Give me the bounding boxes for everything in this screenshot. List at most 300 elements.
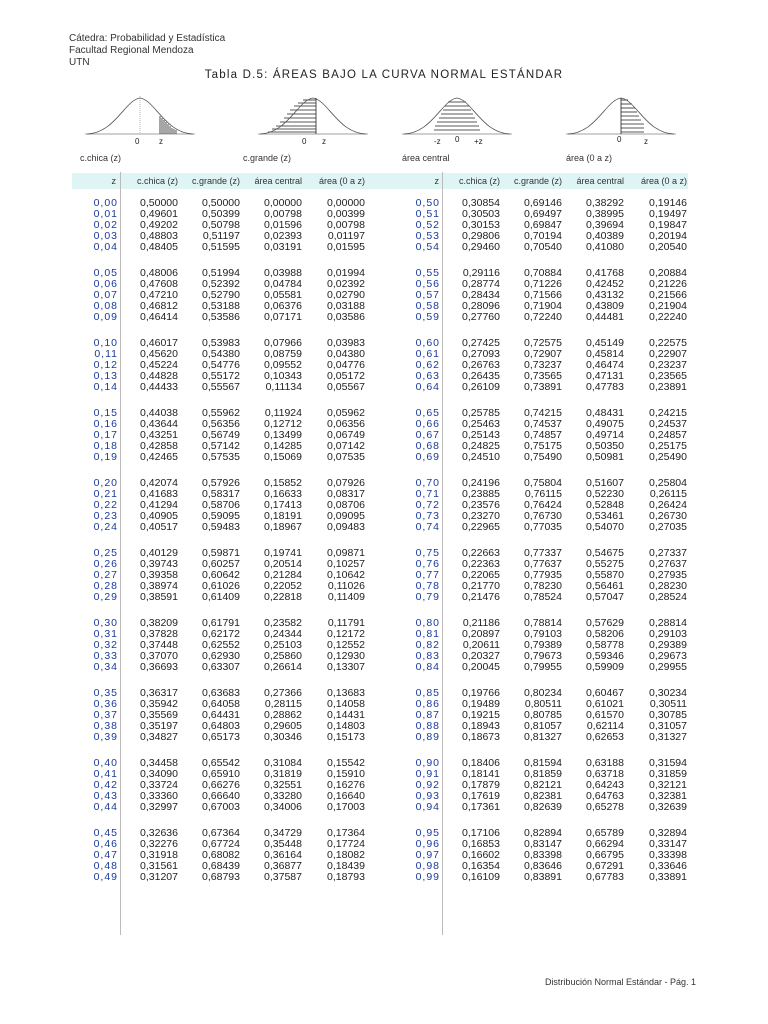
table-cell: 0,81057 — [524, 720, 562, 732]
table-cell: 0,33398 — [649, 849, 687, 861]
table-cell: 0,31819 — [264, 768, 302, 780]
col-header-central-right: área central — [576, 176, 624, 186]
table-cell: 0,67291 — [586, 860, 624, 872]
table-cell: 0,20045 — [462, 661, 500, 673]
table-cell: 0,65542 — [202, 757, 240, 769]
table-cell: 0,16853 — [462, 838, 500, 850]
table-cell: 0,65278 — [586, 801, 624, 813]
table-cell: 0,12172 — [327, 628, 365, 640]
table-cell: 0,34006 — [264, 801, 302, 813]
table-cell: 0,22052 — [264, 580, 302, 592]
table-cell: 0,26730 — [649, 510, 687, 522]
z-value: 0,33 — [93, 650, 118, 662]
table-cell: 0,21226 — [649, 278, 687, 290]
table-cell: 0,47210 — [140, 289, 178, 301]
z-value: 0,83 — [415, 650, 440, 662]
z-value: 0,90 — [415, 757, 440, 769]
table-cell: 0,42074 — [140, 477, 178, 489]
table-cell: 0,78524 — [524, 591, 562, 603]
table-cell: 0,18439 — [327, 860, 365, 872]
table-cell: 0,09871 — [327, 547, 365, 559]
table-cell: 0,39694 — [586, 219, 624, 231]
table-cell: 0,69146 — [524, 197, 562, 209]
table-cell: 0,04380 — [327, 348, 365, 360]
table-cell: 0,60467 — [586, 687, 624, 699]
table-cell: 0,53586 — [202, 311, 240, 323]
table-cell: 0,28115 — [264, 698, 302, 710]
table-cell: 0,77035 — [524, 521, 562, 533]
table-cell: 0,31057 — [649, 720, 687, 732]
table-cell: 0,82121 — [524, 779, 562, 791]
table-cell: 0,83891 — [524, 871, 562, 883]
curve3-label: área central — [402, 153, 450, 163]
z-value: 0,58 — [415, 300, 440, 312]
table-cell: 0,24344 — [264, 628, 302, 640]
z-value: 0,06 — [93, 278, 118, 290]
z-value: 0,93 — [415, 790, 440, 802]
table-cell: 0,29460 — [462, 241, 500, 253]
table-cell: 0,56749 — [202, 429, 240, 441]
z-value: 0,04 — [93, 241, 118, 253]
table-cell: 0,59346 — [586, 650, 624, 662]
table-cell: 0,52848 — [586, 499, 624, 511]
z-value: 0,99 — [415, 871, 440, 883]
table-cell: 0,73237 — [524, 359, 562, 371]
col-header-area0z-right: área (0 a z) — [640, 176, 687, 186]
table-cell: 0,55275 — [586, 558, 624, 570]
z-value: 0,27 — [93, 569, 118, 581]
table-cell: 0,04776 — [327, 359, 365, 371]
table-cell: 0,22907 — [649, 348, 687, 360]
table-cell: 0,32121 — [649, 779, 687, 791]
table-cell: 0,82639 — [524, 801, 562, 813]
table-cell: 0,54380 — [202, 348, 240, 360]
table-cell: 0,42452 — [586, 278, 624, 290]
table-cell: 0,71566 — [524, 289, 562, 301]
table-cell: 0,30234 — [649, 687, 687, 699]
table-cell: 0,15910 — [327, 768, 365, 780]
curve2-mark-z: z — [322, 137, 326, 146]
z-value: 0,38 — [93, 720, 118, 732]
table-cell: 0,52392 — [202, 278, 240, 290]
curve3-mark-minus-z: -z — [434, 137, 441, 146]
table-cell: 0,09483 — [327, 521, 365, 533]
table-cell: 0,05962 — [327, 407, 365, 419]
curve4-label: área (0 a z) — [566, 153, 613, 163]
table-cell: 0,31084 — [264, 757, 302, 769]
table-cell: 0,09095 — [327, 510, 365, 522]
table-cell: 0,23885 — [462, 488, 500, 500]
table-cell: 0,22965 — [462, 521, 500, 533]
z-value: 0,77 — [415, 569, 440, 581]
table-cell: 0,26614 — [264, 661, 302, 673]
table-cell: 0,25860 — [264, 650, 302, 662]
table-cell: 0,72575 — [524, 337, 562, 349]
z-value: 0,34 — [93, 661, 118, 673]
table-cell: 0,25804 — [649, 477, 687, 489]
table-cell: 0,10343 — [264, 370, 302, 382]
table-cell: 0,33360 — [140, 790, 178, 802]
table-cell: 0,17619 — [462, 790, 500, 802]
table-cell: 0,21186 — [462, 617, 500, 629]
z-value: 0,85 — [415, 687, 440, 699]
z-value: 0,25 — [93, 547, 118, 559]
table-cell: 0,19741 — [264, 547, 302, 559]
table-cell: 0,40517 — [140, 521, 178, 533]
table-cell: 0,82894 — [524, 827, 562, 839]
table-cell: 0,18406 — [462, 757, 500, 769]
table-cell: 0,18967 — [264, 521, 302, 533]
table-cell: 0,53461 — [586, 510, 624, 522]
table-cell: 0,30346 — [264, 731, 302, 743]
z-value: 0,20 — [93, 477, 118, 489]
z-value: 0,61 — [415, 348, 440, 360]
table-cell: 0,55870 — [586, 569, 624, 581]
table-cell: 0,10257 — [327, 558, 365, 570]
table-cell: 0,27337 — [649, 547, 687, 559]
table-cell: 0,47608 — [140, 278, 178, 290]
table-cell: 0,31561 — [140, 860, 178, 872]
table-cell: 0,00000 — [327, 197, 365, 209]
z-value: 0,65 — [415, 407, 440, 419]
table-cell: 0,74857 — [524, 429, 562, 441]
table-cell: 0,59871 — [202, 547, 240, 559]
table-cell: 0,18673 — [462, 731, 500, 743]
table-cell: 0,19489 — [462, 698, 500, 710]
col-header-cchica-right: c.chica (z) — [458, 176, 500, 186]
table-cell: 0,80785 — [524, 709, 562, 721]
table-cell: 0,26424 — [649, 499, 687, 511]
table-cell: 0,23576 — [462, 499, 500, 511]
z-value: 0,94 — [415, 801, 440, 813]
table-cell: 0,33724 — [140, 779, 178, 791]
table-cell: 0,06749 — [327, 429, 365, 441]
table-cell: 0,76424 — [524, 499, 562, 511]
z-value: 0,15 — [93, 407, 118, 419]
table-cell: 0,44433 — [140, 381, 178, 393]
table-cell: 0,78814 — [524, 617, 562, 629]
table-cell: 0,14285 — [264, 440, 302, 452]
table-cell: 0,03983 — [327, 337, 365, 349]
z-value: 0,50 — [415, 197, 440, 209]
table-cell: 0,25175 — [649, 440, 687, 452]
curve1-label: c.chica (z) — [80, 153, 122, 163]
table-cell: 0,64431 — [202, 709, 240, 721]
table-cell: 0,53983 — [202, 337, 240, 349]
z-value: 0,70 — [415, 477, 440, 489]
table-cell: 0,61021 — [586, 698, 624, 710]
table-cell: 0,38292 — [586, 197, 624, 209]
table-cell: 0,37828 — [140, 628, 178, 640]
table-cell: 0,34827 — [140, 731, 178, 743]
table-cell: 0,18082 — [327, 849, 365, 861]
table-cell: 0,29389 — [649, 639, 687, 651]
table-cell: 0,30854 — [462, 197, 500, 209]
table-cell: 0,45814 — [586, 348, 624, 360]
table-cell: 0,07142 — [327, 440, 365, 452]
table-cell: 0,32997 — [140, 801, 178, 813]
table-cell: 0,32639 — [649, 801, 687, 813]
table-cell: 0,11134 — [265, 381, 302, 393]
col-header-cgrande-left: c.grande (z) — [191, 176, 240, 186]
table-cell: 0,65789 — [586, 827, 624, 839]
table-cell: 0,54675 — [586, 547, 624, 559]
table-cell: 0,78230 — [524, 580, 562, 592]
table-cell: 0,68439 — [202, 860, 240, 872]
table-cell: 0,66795 — [586, 849, 624, 861]
table-cell: 0,03188 — [327, 300, 365, 312]
table-cell: 0,70540 — [524, 241, 562, 253]
table-cell: 0,13683 — [327, 687, 365, 699]
z-value: 0,16 — [93, 418, 118, 430]
table-cell: 0,25103 — [264, 639, 302, 651]
z-value: 0,81 — [415, 628, 440, 640]
z-value: 0,39 — [93, 731, 118, 743]
table-cell: 0,58317 — [202, 488, 240, 500]
table-cell: 0,40389 — [586, 230, 624, 242]
table-cell: 0,32551 — [264, 779, 302, 791]
table-cell: 0,57047 — [586, 591, 624, 603]
table-cell: 0,25143 — [462, 429, 500, 441]
table-cell: 0,75804 — [524, 477, 562, 489]
table-cell: 0,59483 — [202, 521, 240, 533]
curve-small-tail — [85, 92, 195, 147]
z-value: 0,28 — [93, 580, 118, 592]
col-header-cchica-left: c.chica (z) — [136, 176, 178, 186]
table-cell: 0,81327 — [524, 731, 562, 743]
table-cell: 0,27935 — [649, 569, 687, 581]
table-cell: 0,29103 — [649, 628, 687, 640]
z-value: 0,82 — [415, 639, 440, 651]
z-value: 0,53 — [415, 230, 440, 242]
table-cell: 0,17106 — [462, 827, 500, 839]
z-value: 0,09 — [93, 311, 118, 323]
col-header-z-left: z — [111, 176, 116, 186]
table-cell: 0,68793 — [202, 871, 240, 883]
table-cell: 0,46474 — [586, 359, 624, 371]
z-value: 0,78 — [415, 580, 440, 592]
table-cell: 0,39358 — [140, 569, 178, 581]
table-cell: 0,70884 — [524, 267, 562, 279]
table-cell: 0,03988 — [264, 267, 302, 279]
table-cell: 0,66276 — [202, 779, 240, 791]
table-cell: 0,20514 — [264, 558, 302, 570]
z-value: 0,43 — [93, 790, 118, 802]
table-cell: 0,05172 — [327, 370, 365, 382]
table-row — [0, 801, 768, 813]
table-cell: 0,45149 — [586, 337, 624, 349]
z-value: 0,91 — [415, 768, 440, 780]
table-cell: 0,59909 — [586, 661, 624, 673]
table-cell: 0,29605 — [264, 720, 302, 732]
table-cell: 0,75175 — [524, 440, 562, 452]
z-value: 0,08 — [93, 300, 118, 312]
table-cell: 0,45224 — [140, 359, 178, 371]
table-cell: 0,48803 — [140, 230, 178, 242]
table-cell: 0,16354 — [462, 860, 500, 872]
table-cell: 0,02790 — [327, 289, 365, 301]
table-cell: 0,70194 — [524, 230, 562, 242]
col-header-z-right: z — [434, 176, 439, 186]
table-cell: 0,77337 — [524, 547, 562, 559]
table-cell: 0,61026 — [202, 580, 240, 592]
table-cell: 0,21904 — [649, 300, 687, 312]
table-cell: 0,23891 — [649, 381, 687, 393]
table-cell: 0,66640 — [202, 790, 240, 802]
table-cell: 0,51197 — [202, 230, 240, 242]
table-cell: 0,10642 — [327, 569, 365, 581]
z-value: 0,63 — [415, 370, 440, 382]
table-row — [0, 241, 768, 253]
table-cell: 0,69497 — [524, 208, 562, 220]
table-row — [0, 521, 768, 533]
table-cell: 0,22818 — [264, 591, 302, 603]
table-cell: 0,43251 — [140, 429, 178, 441]
table-cell: 0,11026 — [327, 580, 365, 592]
table-cell: 0,80511 — [524, 698, 562, 710]
table-cell: 0,50399 — [202, 208, 240, 220]
table-cell: 0,77637 — [524, 558, 562, 570]
table-cell: 0,41683 — [140, 488, 178, 500]
z-value: 0,30 — [93, 617, 118, 629]
table-cell: 0,30503 — [462, 208, 500, 220]
table-cell: 0,67783 — [586, 871, 624, 883]
table-cell: 0,62930 — [202, 650, 240, 662]
table-cell: 0,55567 — [202, 381, 240, 393]
table-cell: 0,18191 — [264, 510, 302, 522]
table-cell: 0,11924 — [264, 407, 302, 419]
table-cell: 0,08317 — [327, 488, 365, 500]
table-cell: 0,67364 — [202, 827, 240, 839]
table-cell: 0,28814 — [649, 617, 687, 629]
table-cell: 0,12930 — [327, 650, 365, 662]
table-cell: 0,36164 — [264, 849, 302, 861]
table-cell: 0,79389 — [524, 639, 562, 651]
table-cell: 0,57926 — [202, 477, 240, 489]
table-cell: 0,27425 — [462, 337, 500, 349]
table-cell: 0,58778 — [586, 639, 624, 651]
curve4-mark-z: z — [644, 137, 648, 146]
table-cell: 0,40129 — [140, 547, 178, 559]
table-cell: 0,67724 — [202, 838, 240, 850]
table-cell: 0,22663 — [462, 547, 500, 559]
table-cell: 0,19146 — [649, 197, 687, 209]
z-value: 0,74 — [415, 521, 440, 533]
table-cell: 0,29116 — [462, 267, 500, 279]
table-cell: 0,08706 — [327, 499, 365, 511]
table-cell: 0,63307 — [202, 661, 240, 673]
table-row — [0, 591, 768, 603]
table-cell: 0,17724 — [327, 838, 365, 850]
table-cell: 0,19847 — [649, 219, 687, 231]
table-cell: 0,63683 — [202, 687, 240, 699]
col-header-area0z-left: área (0 a z) — [318, 176, 365, 186]
table-cell: 0,45620 — [140, 348, 178, 360]
table-cell: 0,16276 — [327, 779, 365, 791]
table-cell: 0,55172 — [202, 370, 240, 382]
z-value: 0,29 — [93, 591, 118, 603]
table-cell: 0,62552 — [202, 639, 240, 651]
table-cell: 0,49601 — [140, 208, 178, 220]
z-value: 0,52 — [415, 219, 440, 231]
table-cell: 0,02393 — [264, 230, 302, 242]
table-cell: 0,28524 — [649, 591, 687, 603]
table-cell: 0,58706 — [202, 499, 240, 511]
table-cell: 0,36317 — [140, 687, 178, 699]
table-cell: 0,21566 — [649, 289, 687, 301]
table-cell: 0,17361 — [462, 801, 500, 813]
table-cell: 0,71904 — [524, 300, 562, 312]
table-cell: 0,47783 — [586, 381, 624, 393]
table-cell: 0,83147 — [524, 838, 562, 850]
table-cell: 0,28434 — [462, 289, 500, 301]
z-value: 0,88 — [415, 720, 440, 732]
table-cell: 0,16633 — [264, 488, 302, 500]
table-row — [0, 451, 768, 463]
table-cell: 0,27760 — [462, 311, 500, 323]
z-value: 0,72 — [415, 499, 440, 511]
table-cell: 0,40905 — [140, 510, 178, 522]
z-value: 0,14 — [93, 381, 118, 393]
table-cell: 0,15852 — [264, 477, 302, 489]
table-cell: 0,59095 — [202, 510, 240, 522]
table-cell: 0,38974 — [140, 580, 178, 592]
table-cell: 0,26115 — [649, 488, 687, 500]
table-cell: 0,05567 — [327, 381, 365, 393]
table-cell: 0,37448 — [140, 639, 178, 651]
z-value: 0,21 — [93, 488, 118, 500]
z-value: 0,01 — [93, 208, 118, 220]
page-title: Tabla D.5: ÁREAS BAJO LA CURVA NORMAL ESTÁNDAR — [204, 69, 564, 81]
table-cell: 0,56461 — [586, 580, 624, 592]
table-cell: 0,00399 — [327, 208, 365, 220]
table-cell: 0,66294 — [586, 838, 624, 850]
table-cell: 0,48405 — [140, 241, 178, 253]
table-cell: 0,27093 — [462, 348, 500, 360]
table-cell: 0,28096 — [462, 300, 500, 312]
table-cell: 0,74215 — [524, 407, 562, 419]
table-cell: 0,76730 — [524, 510, 562, 522]
table-cell: 0,52790 — [202, 289, 240, 301]
table-cell: 0,31594 — [649, 757, 687, 769]
table-cell: 0,17364 — [327, 827, 365, 839]
table-cell: 0,54776 — [202, 359, 240, 371]
table-cell: 0,77935 — [524, 569, 562, 581]
table-cell: 0,29806 — [462, 230, 500, 242]
table-cell: 0,20194 — [649, 230, 687, 242]
table-cell: 0,29955 — [649, 661, 687, 673]
table-cell: 0,07966 — [264, 337, 302, 349]
table-cell: 0,33280 — [264, 790, 302, 802]
table-cell: 0,41080 — [586, 241, 624, 253]
table-cell: 0,50798 — [202, 219, 240, 231]
table-cell: 0,16109 — [462, 871, 500, 883]
table-cell: 0,61409 — [202, 591, 240, 603]
table-cell: 0,83646 — [524, 860, 562, 872]
table-cell: 0,00000 — [264, 197, 302, 209]
table-cell: 0,75490 — [524, 451, 562, 463]
table-cell: 0,26109 — [462, 381, 500, 393]
table-cell: 0,30511 — [649, 698, 687, 710]
course-name: Cátedra: Probabilidad y Estadística — [69, 33, 226, 44]
table-cell: 0,57629 — [586, 617, 624, 629]
table-cell: 0,50000 — [140, 197, 178, 209]
table-cell: 0,31207 — [140, 871, 178, 883]
table-cell: 0,46017 — [140, 337, 178, 349]
z-value: 0,69 — [415, 451, 440, 463]
table-cell: 0,57535 — [202, 451, 240, 463]
table-cell: 0,32636 — [140, 827, 178, 839]
